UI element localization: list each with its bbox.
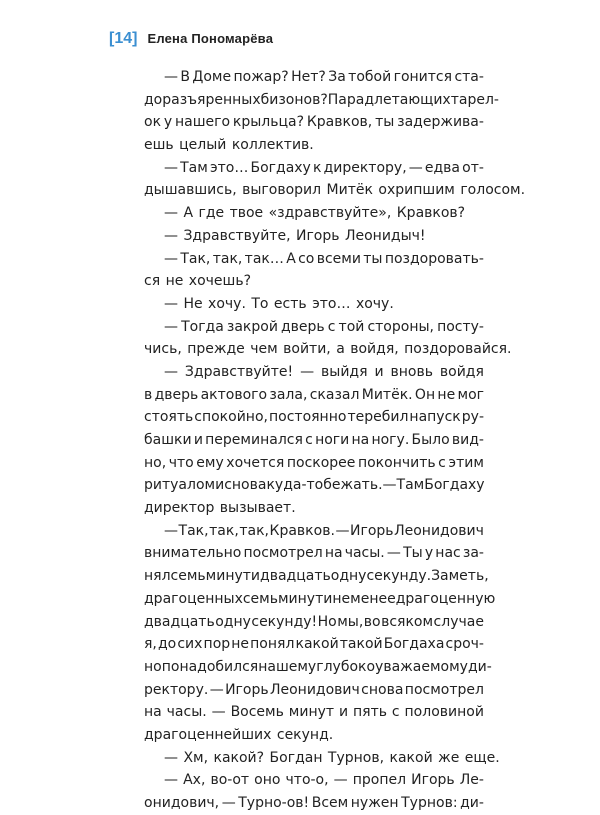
- page-number: [14]: [109, 30, 138, 47]
- text-word: с: [305, 432, 313, 448]
- text-word: Игорь: [350, 522, 394, 539]
- text-line: [144, 452, 484, 475]
- text-line: [144, 565, 489, 588]
- text-line: [144, 497, 484, 520]
- text-word: понадобился: [161, 658, 259, 675]
- text-word: —: [209, 681, 224, 698]
- text-word: —: [164, 69, 178, 85]
- text-word: сказал: [309, 386, 360, 403]
- text-line-content: ешь целый коллектив.: [144, 137, 314, 154]
- text-word: —: [164, 159, 178, 176]
- text-word: внимательно: [144, 545, 242, 562]
- text-word: Леонидович: [269, 681, 360, 698]
- text-word: директору,: [323, 159, 407, 176]
- text-word: Кравков.: [269, 522, 335, 539]
- text-word: сроч-: [445, 636, 484, 653]
- text-word: Так,: [180, 250, 211, 267]
- text-line: [144, 111, 484, 134]
- text-word: —: [164, 522, 178, 539]
- text-word: Ле-: [459, 772, 484, 789]
- text-word: понял: [250, 636, 295, 653]
- text-word: во-от: [210, 772, 250, 789]
- text-line-content: — Хм, какой? Богдан Турнов, какой же еще.: [164, 749, 500, 766]
- text-word: семь: [170, 568, 206, 585]
- text-word: так,: [212, 250, 243, 267]
- text-word: В: [180, 69, 190, 85]
- text-word: Парад: [327, 91, 375, 108]
- text-word: двадцать: [144, 613, 215, 630]
- text-word: ди-: [467, 658, 492, 675]
- text-word: Восемь: [230, 704, 284, 721]
- text-word: ди-: [460, 795, 484, 811]
- text-line: [144, 202, 484, 225]
- text-word: ста-: [454, 69, 484, 85]
- text-word: дверь: [154, 386, 199, 403]
- text-line: [144, 384, 484, 407]
- text-word: минут: [288, 704, 335, 721]
- text-word: ногу.: [371, 432, 410, 448]
- running-head: [109, 30, 273, 48]
- text-word: драгоценных: [144, 590, 243, 607]
- text-word: гонится: [393, 69, 453, 85]
- text-line: [144, 724, 484, 747]
- text-word: Он: [414, 386, 436, 403]
- text-line: [144, 701, 484, 724]
- text-word: Турно-ов!: [238, 795, 310, 811]
- text-word: —: [164, 318, 178, 335]
- text-word: от-: [462, 159, 484, 176]
- text-line: [144, 679, 484, 702]
- text-word: летающих: [374, 91, 451, 108]
- text-word: и: [250, 568, 261, 585]
- text-word: онидович,: [144, 795, 220, 811]
- text-word: вид-: [451, 432, 484, 448]
- text-word: снова: [361, 681, 404, 698]
- text-line: [144, 134, 484, 157]
- text-word: спокойно,: [194, 409, 268, 426]
- text-word: едва: [424, 159, 461, 176]
- text-word: сих: [177, 636, 203, 653]
- text-word: это…: [209, 159, 249, 176]
- text-line: [144, 293, 484, 316]
- text-word: посмотрел: [243, 545, 323, 562]
- text-word: Там: [396, 477, 425, 494]
- text-word: вновь: [390, 363, 433, 380]
- text-word: так,: [209, 522, 239, 539]
- text-word: —: [164, 250, 178, 267]
- text-word: но: [144, 658, 162, 675]
- text-word: Было: [411, 432, 450, 448]
- text-word: минут: [205, 568, 251, 585]
- text-word: посту-: [437, 318, 484, 335]
- text-line: [144, 316, 484, 339]
- text-line: [144, 66, 484, 89]
- text-word: Тогда: [181, 318, 224, 335]
- text-word: бизонов?: [260, 91, 328, 108]
- text-word: у: [424, 545, 434, 562]
- text-word: так,: [239, 522, 269, 539]
- text-word: со: [298, 250, 315, 267]
- text-word: с: [327, 318, 336, 335]
- text-line: [144, 792, 484, 815]
- text-word: стороны,: [367, 318, 434, 335]
- text-word: пропел: [352, 772, 407, 789]
- text-line: [144, 270, 484, 293]
- text-word: хочется: [226, 454, 285, 471]
- text-word: до: [144, 91, 163, 108]
- text-word: —: [335, 522, 350, 539]
- text-line: [144, 656, 492, 679]
- text-word: Заметь,: [431, 568, 489, 585]
- text-word: поскорее: [286, 454, 356, 471]
- text-word: Но: [317, 613, 337, 630]
- text-word: нашего: [174, 114, 231, 131]
- text-word: и: [374, 363, 384, 380]
- text-word: что-о,: [285, 772, 329, 789]
- text-word: —: [386, 545, 401, 562]
- text-word: нял: [144, 568, 171, 585]
- text-line: [144, 633, 484, 656]
- text-word: бежать.: [323, 477, 383, 494]
- text-word: половиной: [404, 704, 484, 721]
- text-word: башки: [144, 432, 192, 448]
- text-word: Богдаху: [250, 159, 311, 176]
- text-word: выйдя: [321, 363, 368, 380]
- text-word: и: [215, 477, 225, 494]
- text-line: [144, 769, 484, 792]
- text-line: [144, 542, 484, 565]
- text-word: двадцать: [260, 568, 331, 585]
- text-word: той: [338, 318, 365, 335]
- text-word: оно: [254, 772, 281, 789]
- text-line: [144, 179, 526, 202]
- text-word: пожар?: [233, 69, 289, 85]
- text-word: всеми: [316, 250, 361, 267]
- text-word: —: [221, 795, 236, 811]
- text-word: в: [144, 386, 153, 403]
- text-line: [144, 157, 484, 180]
- text-word: одну: [215, 613, 251, 630]
- text-word: так…: [244, 250, 284, 267]
- text-line: [144, 406, 484, 429]
- text-word: мог: [457, 386, 484, 403]
- text-word: Митёк.: [361, 386, 413, 403]
- text-line: [144, 588, 496, 611]
- text-line: [144, 361, 484, 384]
- text-word: нашему: [258, 658, 317, 675]
- text-line: [144, 338, 512, 361]
- text-word: куда-то: [266, 477, 324, 494]
- text-word: мы,: [337, 613, 364, 630]
- text-word: семь: [242, 590, 278, 607]
- text-word: За: [328, 69, 346, 85]
- text-word: не: [231, 636, 250, 653]
- text-word: секунду!: [251, 613, 318, 630]
- text-word: на: [324, 545, 343, 562]
- text-word: что: [168, 454, 194, 471]
- text-word: драгоценную: [395, 590, 496, 607]
- text-line: [144, 520, 484, 543]
- text-word: секунду.: [366, 568, 432, 585]
- text-word: я,: [144, 636, 157, 653]
- text-word: —: [382, 477, 397, 494]
- text-word: —: [211, 704, 226, 721]
- text-word: с: [391, 704, 400, 721]
- text-word: Турнов:: [401, 795, 458, 811]
- text-word: ты: [375, 114, 395, 131]
- text-word: какой: [295, 636, 339, 653]
- text-line-content: директор вызывает.: [144, 500, 296, 517]
- text-word: —: [164, 363, 178, 380]
- text-word: разъяренных: [162, 91, 261, 108]
- text-word: Здравствуйте!: [184, 363, 294, 380]
- text-line-content: ся не хочешь?: [144, 273, 252, 290]
- text-word: менее: [350, 590, 396, 607]
- text-word: на: [144, 704, 162, 721]
- text-line-content: дышавшись, выговорил Митёк охрипшим голосом.: [144, 182, 526, 199]
- text-line: [144, 248, 484, 271]
- text-word: —: [333, 772, 348, 789]
- text-word: нас: [435, 545, 461, 562]
- text-line: [144, 225, 484, 248]
- text-line: [144, 474, 484, 497]
- text-word: Кравков,: [306, 114, 373, 131]
- text-word: Доме: [192, 69, 232, 85]
- text-word: зала,: [269, 386, 308, 403]
- text-word: тарел-: [450, 91, 499, 108]
- text-word: к: [312, 159, 322, 176]
- text-word: напуск: [409, 409, 461, 426]
- text-word: часы.: [344, 545, 385, 562]
- text-word: пять: [353, 704, 387, 721]
- text-word: постоянно: [269, 409, 347, 426]
- text-word: у: [163, 114, 173, 131]
- text-line: [144, 747, 500, 770]
- text-word: Богдаха: [383, 636, 445, 653]
- text-word: Леонидович: [394, 522, 484, 539]
- text-word: Так,: [178, 522, 209, 539]
- text-word: одну: [330, 568, 367, 585]
- text-line-content: драгоценнейших секунд.: [144, 726, 334, 743]
- text-line-content: чись, прежде чем войти, а войдя, поздоровайся.: [144, 341, 512, 358]
- text-word: Игорь: [225, 681, 269, 698]
- text-word: —: [164, 772, 178, 789]
- body-text: [144, 66, 526, 815]
- text-word: ректору.: [144, 681, 209, 698]
- text-word: покончить: [357, 454, 436, 471]
- text-word: войдя: [439, 363, 484, 380]
- text-word: посмотрел: [404, 681, 484, 698]
- text-word: переминался: [205, 432, 303, 448]
- text-line-content: — Здравствуйте, Игорь Леонидыч!: [164, 227, 426, 244]
- text-word: всяком: [381, 613, 434, 630]
- text-word: и: [323, 590, 333, 607]
- text-word: не: [437, 386, 456, 403]
- text-word: ру-: [461, 409, 484, 426]
- text-word: актового: [200, 386, 268, 403]
- text-word: задержива-: [397, 114, 484, 131]
- text-word: Ты: [403, 545, 423, 562]
- author-name: Елена Пономарёва: [147, 31, 274, 46]
- text-word: глубокоуважаемому: [316, 658, 468, 675]
- text-word: за-: [462, 545, 484, 562]
- text-word: Нет?: [291, 69, 326, 85]
- text-word: ритуалом: [144, 477, 216, 494]
- text-word: крыльца?: [232, 114, 305, 131]
- text-word: пор: [203, 636, 231, 653]
- text-word: тобой: [348, 69, 392, 85]
- text-word: ему: [196, 454, 224, 471]
- text-word: Игорь: [411, 772, 455, 789]
- text-word: ты: [363, 250, 383, 267]
- text-word: до: [157, 636, 177, 653]
- text-line-content: — Не хочу. То есть это… хочу.: [164, 295, 394, 312]
- text-word: минут: [277, 590, 324, 607]
- text-word: случае: [433, 613, 484, 630]
- text-word: но,: [144, 454, 167, 471]
- text-word: закрой: [226, 318, 278, 335]
- text-word: —: [408, 159, 423, 176]
- text-word: нужен: [350, 795, 399, 811]
- text-word: теребил: [347, 409, 409, 426]
- text-word: часы.: [166, 704, 207, 721]
- text-line: [144, 89, 499, 112]
- text-word: этим: [448, 454, 484, 471]
- text-word: такой: [339, 636, 383, 653]
- text-line: [144, 429, 484, 452]
- text-word: Ах,: [183, 772, 206, 789]
- text-line-content: — А где твое «здравствуйте», Кравков?: [164, 205, 466, 222]
- text-word: поздоровать-: [384, 250, 484, 267]
- text-word: Богдаху: [424, 477, 485, 494]
- text-word: на: [351, 432, 370, 448]
- text-word: во: [363, 613, 381, 630]
- text-word: ноги: [315, 432, 350, 448]
- text-word: Всем: [311, 795, 349, 811]
- text-line: [144, 611, 484, 634]
- text-word: —: [300, 363, 315, 380]
- text-word: дверь: [281, 318, 325, 335]
- text-word: и: [193, 432, 203, 448]
- text-word: ок: [144, 114, 162, 131]
- text-word: не: [332, 590, 351, 607]
- text-word: Там: [180, 159, 208, 176]
- text-word: и: [338, 704, 349, 721]
- text-word: снова: [224, 477, 267, 494]
- text-word: А: [286, 250, 296, 267]
- text-word: с: [438, 454, 446, 471]
- text-word: стоять: [144, 409, 194, 426]
